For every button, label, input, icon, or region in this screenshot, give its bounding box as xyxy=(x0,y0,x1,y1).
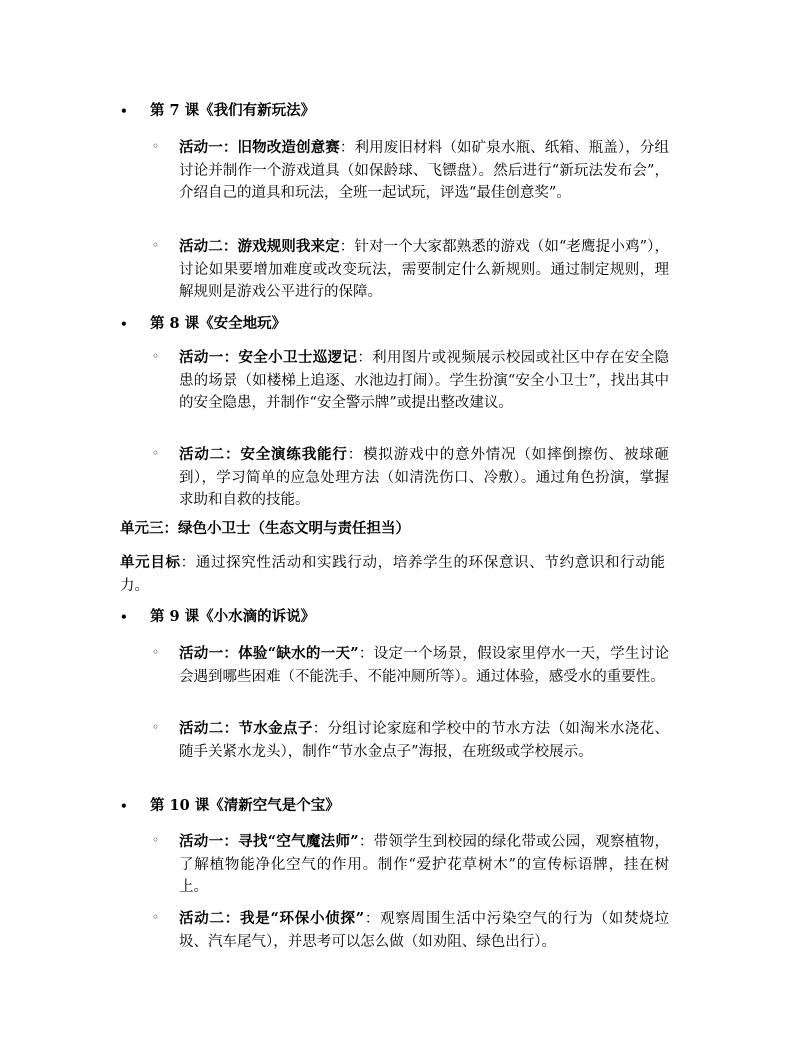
activity-label: 活动二：游戏规则我来定 xyxy=(179,238,340,255)
activity-label: 活动二：安全演练我能行 xyxy=(179,446,348,463)
sub-bullet-icon: ◦ xyxy=(152,139,160,153)
activity-text xyxy=(179,908,669,953)
sub-bullet-icon: ◦ xyxy=(152,720,160,734)
sub-bullet-icon: ◦ xyxy=(152,349,160,363)
activity-description: ：分组讨论家庭和学校中的节水方法（如淘米水浇花、随手关紧水龙头），制作“节水金点子”海报，在班级或学校展示。 xyxy=(179,721,669,760)
unit-goal xyxy=(120,551,665,598)
lesson-title: 第 9 课《小水滴的诉说》 xyxy=(150,608,316,625)
unit-heading: 单元三：绿色小卫士（生态文明与责任担当） xyxy=(120,520,410,537)
activity-label: 活动二：我是“环保小侦探” xyxy=(179,910,365,927)
activity-description: ：观察周围生活中污染空气的行为（如焚烧垃圾、汽车尾气），并思考可以怎么做（如劝阻、绿色出行）。 xyxy=(179,911,669,950)
activity-description: ：带领学生到校园的绿化带或公园，观察植物，了解植物能净化空气的作用。制作“爱护花草树木”的宣传标语牌，挂在树上。 xyxy=(179,834,670,895)
lesson-title: 第 10 课《清新空气是个宝》 xyxy=(150,797,340,814)
activity-label: 活动一：寻找“空气魔法师” xyxy=(179,833,359,850)
activity-text xyxy=(179,718,669,763)
bullet-icon: • xyxy=(120,799,128,813)
activity-description: ：设定一个场景，假设家里停水一天，学生讨论会遇到哪些困难（不能洗手、不能冲厕所等）。通过体验，感受水的重要性。 xyxy=(179,646,670,685)
sub-bullet-icon: ◦ xyxy=(152,833,160,847)
sub-bullet-icon: ◦ xyxy=(152,446,160,460)
lesson-title: 第 8 课《安全地玩》 xyxy=(150,315,287,332)
bullet-icon: • xyxy=(120,104,128,118)
activity-text xyxy=(179,137,669,205)
bullet-icon: • xyxy=(120,610,128,624)
activity-label: 活动二：节水金点子 xyxy=(179,720,313,737)
activity-text xyxy=(179,831,669,899)
sub-bullet-icon: ◦ xyxy=(152,910,160,924)
activity-label: 活动一：体验“缺水的一天” xyxy=(179,645,359,662)
activity-text xyxy=(179,643,669,688)
sub-bullet-icon: ◦ xyxy=(152,645,160,659)
activity-label: 活动一：旧物改造创意赛 xyxy=(179,139,340,156)
activity-description: ：模拟游戏中的意外情况（如摔倒擦伤、被球砸到），学习简单的应急处理方法（如清洗伤口、冷敷）。通过角色扮演，掌握求助和自救的技能。 xyxy=(179,447,670,508)
activity-description: ：利用图片或视频展示校园或社区中存在安全隐患的场景（如楼梯上追逐、水池边打闹）。学生扮演“安全小卫士”，找出其中的安全隐患，并制作“安全警示牌”或提出整改建议。 xyxy=(179,350,669,411)
bullet-icon: • xyxy=(120,317,128,331)
lesson-title: 第 7 课《我们有新玩法》 xyxy=(150,102,316,119)
unit-goal-text: ：通过探究性活动和实践行动，培养学生的环保意识、节约意识和行动能力。 xyxy=(120,555,666,594)
unit-goal-label: 单元目标 xyxy=(120,554,181,571)
activity-label: 活动一：安全小卫士巡逻记 xyxy=(179,349,358,366)
activity-description: ：针对一个大家都熟悉的游戏（如“老鹰捉小鸡”），讨论如果要增加难度或改变玩法，需要制定什么新规则。通过制定规则，理解规则是游戏公平进行的保障。 xyxy=(179,239,670,300)
activity-description: ：利用废旧材料（如矿泉水瓶、纸箱、瓶盖），分组讨论并制作一个游戏道具（如保龄球、飞镖盘）。然后进行“新玩法发布会”，介绍自己的道具和玩法，全班一起试玩，评选“最佳创意奖”。 xyxy=(179,140,670,201)
activity-text xyxy=(179,444,669,512)
activity-text xyxy=(179,236,669,304)
activity-text xyxy=(179,347,669,415)
sub-bullet-icon: ◦ xyxy=(152,238,160,252)
